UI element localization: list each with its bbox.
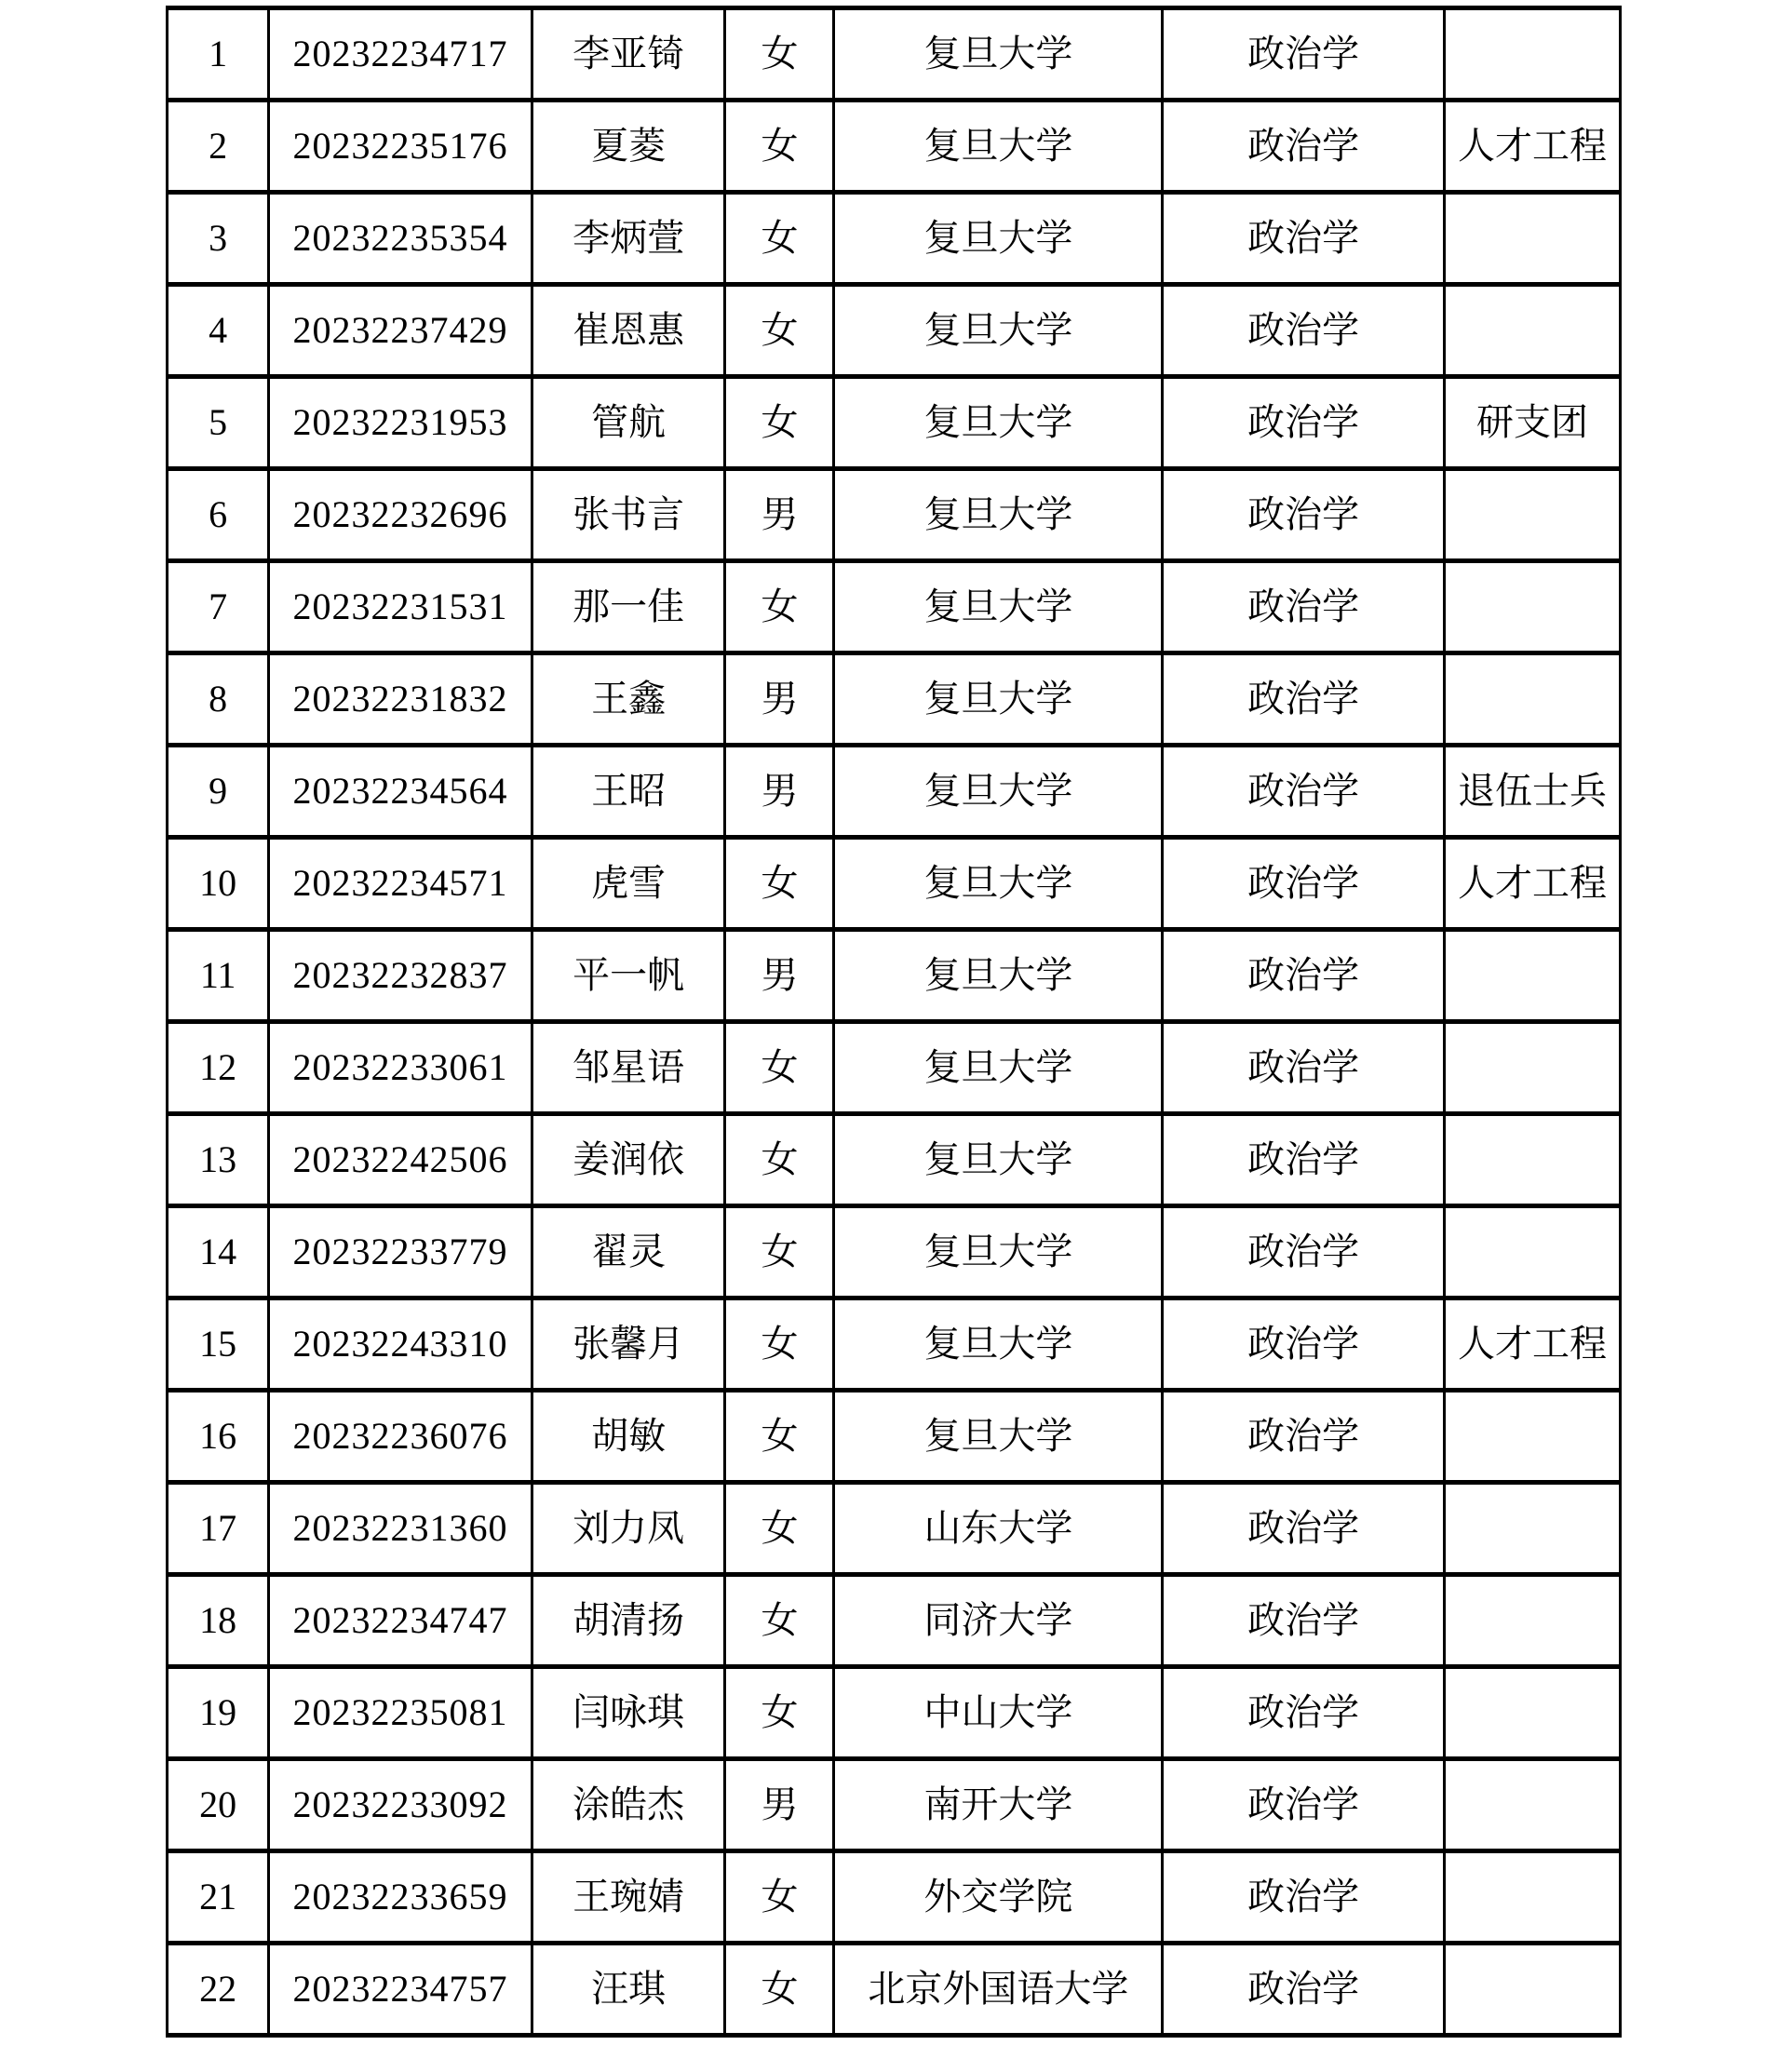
- cell-major: 政治学: [1163, 8, 1445, 101]
- cell-major: 政治学: [1163, 193, 1445, 285]
- cell-student-id: 20232235081: [269, 1667, 532, 1759]
- cell-student-id: 20232231953: [269, 377, 532, 469]
- table-row: [168, 469, 1621, 561]
- cell-name: 李炳萱: [532, 193, 725, 285]
- cell-gender: 女: [725, 1667, 834, 1759]
- cell-name: 张馨月: [532, 1298, 725, 1391]
- cell-student-id: 20232233092: [269, 1759, 532, 1851]
- cell-student-id: 20232234757: [269, 1944, 532, 2036]
- cell-gender: 女: [725, 1851, 834, 1944]
- cell-gender: 男: [725, 746, 834, 838]
- cell-row-number: 9: [168, 746, 269, 838]
- cell-university: 复旦大学: [834, 1391, 1163, 1483]
- table-row: [168, 377, 1621, 469]
- cell-student-id: 20232235176: [269, 101, 532, 193]
- cell-major: 政治学: [1163, 469, 1445, 561]
- cell-student-id: 20232236076: [269, 1391, 532, 1483]
- cell-student-id: 20232231360: [269, 1483, 532, 1575]
- cell-gender: 女: [725, 1022, 834, 1114]
- cell-major: 政治学: [1163, 930, 1445, 1022]
- cell-row-number: 5: [168, 377, 269, 469]
- cell-gender: 男: [725, 469, 834, 561]
- cell-name: 胡清扬: [532, 1575, 725, 1667]
- cell-student-id: 20232243310: [269, 1298, 532, 1391]
- cell-university: 复旦大学: [834, 285, 1163, 377]
- cell-major: 政治学: [1163, 285, 1445, 377]
- cell-name: 平一帆: [532, 930, 725, 1022]
- cell-name: 刘力凤: [532, 1483, 725, 1575]
- cell-row-number: 10: [168, 838, 269, 930]
- table-row: [168, 1022, 1621, 1114]
- cell-major: 政治学: [1163, 746, 1445, 838]
- cell-row-number: 20: [168, 1759, 269, 1851]
- cell-university: 复旦大学: [834, 377, 1163, 469]
- cell-row-number: 13: [168, 1114, 269, 1206]
- cell-name: 虎雪: [532, 838, 725, 930]
- student-table-body: [168, 8, 1621, 2036]
- cell-university: 复旦大学: [834, 746, 1163, 838]
- cell-name: 那一佳: [532, 561, 725, 653]
- cell-row-number: 1: [168, 8, 269, 101]
- cell-note: 退伍士兵: [1445, 746, 1621, 838]
- table-row: [168, 1759, 1621, 1851]
- table-row: [168, 1114, 1621, 1206]
- cell-university: 中山大学: [834, 1667, 1163, 1759]
- cell-gender: 男: [725, 930, 834, 1022]
- cell-row-number: 17: [168, 1483, 269, 1575]
- student-roster-table: [166, 6, 1622, 2038]
- cell-student-id: 20232234564: [269, 746, 532, 838]
- cell-row-number: 19: [168, 1667, 269, 1759]
- cell-university: 南开大学: [834, 1759, 1163, 1851]
- cell-note: 研支团: [1445, 377, 1621, 469]
- cell-name: 胡敏: [532, 1391, 725, 1483]
- cell-university: 同济大学: [834, 1575, 1163, 1667]
- cell-major: 政治学: [1163, 1667, 1445, 1759]
- cell-note: [1445, 1667, 1621, 1759]
- cell-row-number: 22: [168, 1944, 269, 2036]
- cell-major: 政治学: [1163, 1206, 1445, 1298]
- table-row: [168, 285, 1621, 377]
- cell-gender: 女: [725, 561, 834, 653]
- cell-name: 王昭: [532, 746, 725, 838]
- cell-gender: 女: [725, 377, 834, 469]
- cell-row-number: 15: [168, 1298, 269, 1391]
- cell-student-id: 20232233779: [269, 1206, 532, 1298]
- cell-gender: 女: [725, 101, 834, 193]
- cell-note: [1445, 8, 1621, 101]
- cell-note: [1445, 285, 1621, 377]
- cell-major: 政治学: [1163, 1759, 1445, 1851]
- cell-name: 崔恩惠: [532, 285, 725, 377]
- cell-note: [1445, 1759, 1621, 1851]
- cell-name: 姜润依: [532, 1114, 725, 1206]
- cell-university: 复旦大学: [834, 930, 1163, 1022]
- cell-row-number: 14: [168, 1206, 269, 1298]
- cell-major: 政治学: [1163, 1022, 1445, 1114]
- cell-name: 李亚锜: [532, 8, 725, 101]
- cell-row-number: 7: [168, 561, 269, 653]
- cell-note: [1445, 1022, 1621, 1114]
- table-row: [168, 193, 1621, 285]
- cell-gender: 男: [725, 653, 834, 746]
- table-row: [168, 746, 1621, 838]
- cell-university: 复旦大学: [834, 101, 1163, 193]
- cell-name: 汪琪: [532, 1944, 725, 2036]
- cell-student-id: 20232234717: [269, 8, 532, 101]
- cell-row-number: 18: [168, 1575, 269, 1667]
- cell-student-id: 20232231531: [269, 561, 532, 653]
- cell-university: 复旦大学: [834, 561, 1163, 653]
- cell-name: 夏菱: [532, 101, 725, 193]
- cell-gender: 女: [725, 1298, 834, 1391]
- cell-major: 政治学: [1163, 561, 1445, 653]
- table-row: [168, 1575, 1621, 1667]
- table-row: [168, 1851, 1621, 1944]
- cell-university: 复旦大学: [834, 469, 1163, 561]
- cell-name: 涂皓杰: [532, 1759, 725, 1851]
- cell-university: 复旦大学: [834, 1298, 1163, 1391]
- cell-note: 人才工程: [1445, 1298, 1621, 1391]
- cell-gender: 女: [725, 1944, 834, 2036]
- cell-gender: 女: [725, 193, 834, 285]
- table-row: [168, 1667, 1621, 1759]
- cell-row-number: 8: [168, 653, 269, 746]
- cell-gender: 女: [725, 285, 834, 377]
- cell-gender: 女: [725, 838, 834, 930]
- cell-note: 人才工程: [1445, 101, 1621, 193]
- cell-note: [1445, 561, 1621, 653]
- cell-note: [1445, 1851, 1621, 1944]
- table-row: [168, 8, 1621, 101]
- cell-student-id: 20232235354: [269, 193, 532, 285]
- table-row: [168, 1206, 1621, 1298]
- cell-row-number: 16: [168, 1391, 269, 1483]
- table-row: [168, 1944, 1621, 2036]
- cell-university: 北京外国语大学: [834, 1944, 1163, 2036]
- cell-note: [1445, 1206, 1621, 1298]
- cell-note: 人才工程: [1445, 838, 1621, 930]
- cell-note: [1445, 1483, 1621, 1575]
- cell-university: 复旦大学: [834, 838, 1163, 930]
- table-row: [168, 561, 1621, 653]
- cell-row-number: 11: [168, 930, 269, 1022]
- cell-name: 翟灵: [532, 1206, 725, 1298]
- cell-gender: 女: [725, 8, 834, 101]
- cell-major: 政治学: [1163, 653, 1445, 746]
- cell-major: 政治学: [1163, 1483, 1445, 1575]
- cell-gender: 女: [725, 1575, 834, 1667]
- cell-student-id: 20232234571: [269, 838, 532, 930]
- cell-university: 复旦大学: [834, 653, 1163, 746]
- cell-major: 政治学: [1163, 377, 1445, 469]
- cell-student-id: 20232233061: [269, 1022, 532, 1114]
- cell-major: 政治学: [1163, 101, 1445, 193]
- cell-note: [1445, 653, 1621, 746]
- cell-major: 政治学: [1163, 1298, 1445, 1391]
- cell-name: 王琬婧: [532, 1851, 725, 1944]
- cell-row-number: 2: [168, 101, 269, 193]
- cell-name: 王鑫: [532, 653, 725, 746]
- cell-note: [1445, 1944, 1621, 2036]
- cell-note: [1445, 1575, 1621, 1667]
- cell-student-id: 20232232696: [269, 469, 532, 561]
- cell-gender: 男: [725, 1759, 834, 1851]
- table-row: [168, 101, 1621, 193]
- cell-university: 复旦大学: [834, 1022, 1163, 1114]
- cell-major: 政治学: [1163, 1391, 1445, 1483]
- table-row: [168, 1298, 1621, 1391]
- cell-major: 政治学: [1163, 1114, 1445, 1206]
- cell-row-number: 6: [168, 469, 269, 561]
- cell-major: 政治学: [1163, 1944, 1445, 2036]
- table-row: [168, 1483, 1621, 1575]
- cell-university: 复旦大学: [834, 1206, 1163, 1298]
- cell-major: 政治学: [1163, 1575, 1445, 1667]
- cell-student-id: 20232233659: [269, 1851, 532, 1944]
- cell-university: 复旦大学: [834, 1114, 1163, 1206]
- cell-row-number: 21: [168, 1851, 269, 1944]
- cell-university: 山东大学: [834, 1483, 1163, 1575]
- cell-university: 外交学院: [834, 1851, 1163, 1944]
- cell-university: 复旦大学: [834, 193, 1163, 285]
- cell-gender: 女: [725, 1114, 834, 1206]
- table-row: [168, 1391, 1621, 1483]
- cell-name: 邹星语: [532, 1022, 725, 1114]
- cell-student-id: 20232234747: [269, 1575, 532, 1667]
- cell-row-number: 3: [168, 193, 269, 285]
- cell-note: [1445, 193, 1621, 285]
- cell-gender: 女: [725, 1483, 834, 1575]
- cell-row-number: 4: [168, 285, 269, 377]
- cell-row-number: 12: [168, 1022, 269, 1114]
- cell-gender: 女: [725, 1391, 834, 1483]
- cell-note: [1445, 1114, 1621, 1206]
- cell-student-id: 20232242506: [269, 1114, 532, 1206]
- cell-student-id: 20232232837: [269, 930, 532, 1022]
- student-table-container: [166, 6, 1622, 2035]
- cell-name: 闫咏琪: [532, 1667, 725, 1759]
- cell-major: 政治学: [1163, 1851, 1445, 1944]
- table-row: [168, 653, 1621, 746]
- cell-note: [1445, 469, 1621, 561]
- cell-name: 管航: [532, 377, 725, 469]
- cell-name: 张书言: [532, 469, 725, 561]
- cell-note: [1445, 1391, 1621, 1483]
- cell-student-id: 20232237429: [269, 285, 532, 377]
- cell-student-id: 20232231832: [269, 653, 532, 746]
- cell-major: 政治学: [1163, 838, 1445, 930]
- table-row: [168, 838, 1621, 930]
- cell-note: [1445, 930, 1621, 1022]
- cell-gender: 女: [725, 1206, 834, 1298]
- table-row: [168, 930, 1621, 1022]
- cell-university: 复旦大学: [834, 8, 1163, 101]
